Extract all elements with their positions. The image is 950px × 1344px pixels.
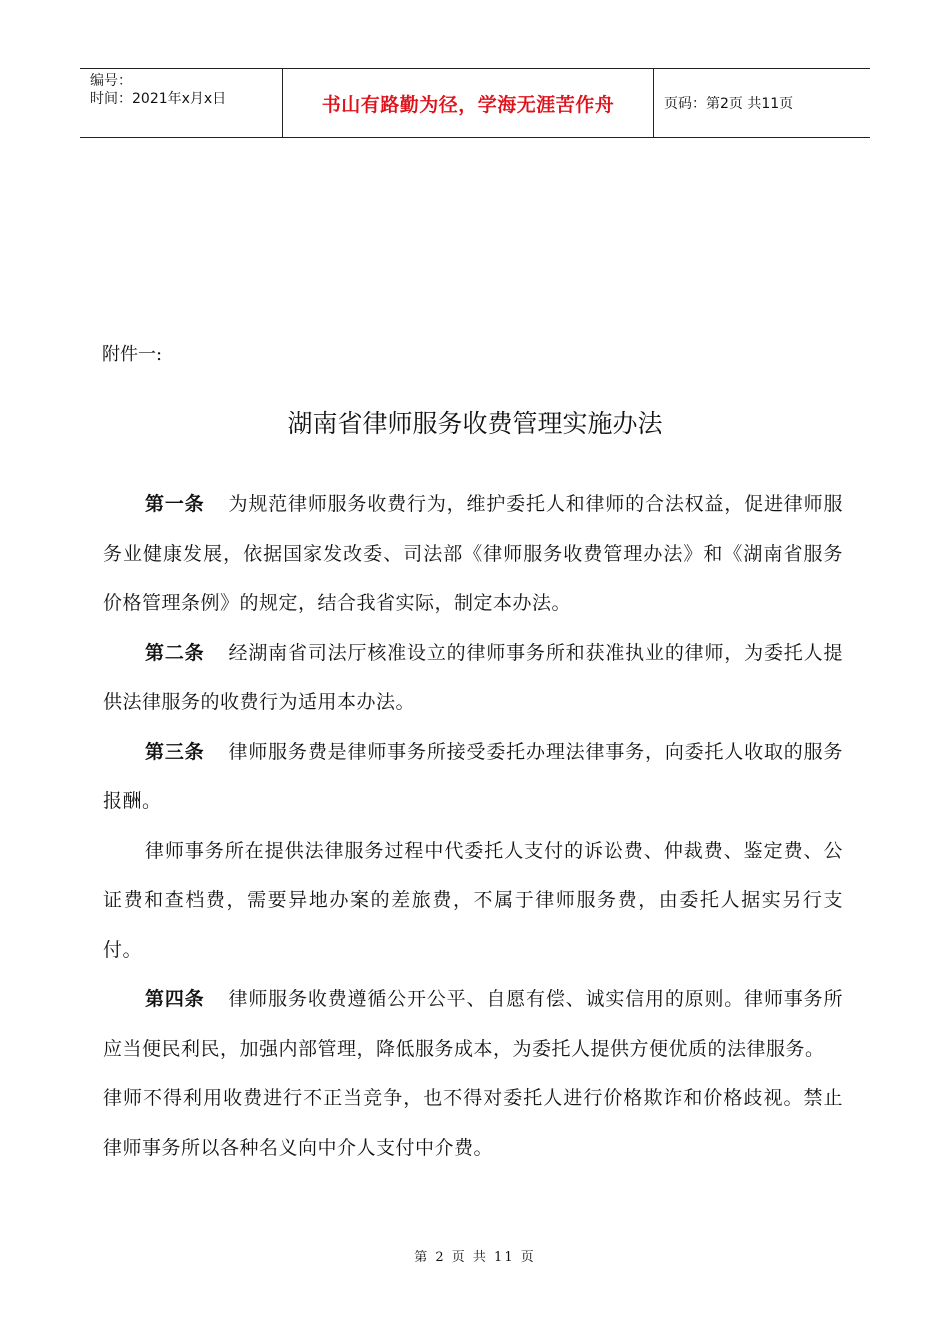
paragraph-text: 为规范律师服务收费行为，维护委托人和律师的合法权益，促进律师服务业健康发展，依据国家发改委、司法部《律师服务收费管理办法》和《湖南省服务价格管理条例》的规定，结合我省实际，制定本办法。: [103, 493, 843, 614]
paragraph-article-4: [103, 975, 843, 1074]
date-label: 时间：2021年x月x日: [90, 91, 227, 107]
paragraph-article-1: [103, 480, 843, 629]
paragraph-article-3-cont: [103, 827, 843, 976]
paragraph-article-3: [103, 728, 843, 827]
header-page-cell: [654, 69, 870, 137]
paragraph-text: 律师服务费是律师事务所接受委托办理法律事务，向委托人收取的服务报酬。: [103, 740, 843, 812]
paragraph-article-2: [103, 629, 843, 728]
attachment-label: 附件一:: [102, 344, 163, 365]
page-info: 页码：第2页 共11页: [664, 96, 794, 112]
document-title: 湖南省律师服务收费管理实施办法: [287, 409, 663, 438]
paragraph-text: 律师事务所在提供法律服务过程中代委托人支付的诉讼费、仲裁费、鉴定费、公证费和查档费，需要异地办案的差旅费，不属于律师服务费，由委托人据实另行支付。: [103, 839, 843, 961]
header-meta: [80, 69, 282, 137]
article-heading: 第一条: [145, 493, 205, 515]
article-heading: 第二条: [145, 641, 205, 664]
page-footer: 第 2 页 共 11 页: [414, 1250, 536, 1265]
document-body: [103, 480, 843, 1173]
motto-text: 书山有路勤为径，学海无涯苦作舟: [321, 93, 615, 116]
paragraph-article-4-cont: [103, 1074, 843, 1173]
paragraph-text: 律师服务收费遵循公开公平、自愿有偿、诚实信用的原则。律师事务所应当便民利民，加强内部管理，降低服务成本，为委托人提供方便优质的法律服务。: [103, 988, 843, 1060]
number-label: 编号：: [90, 73, 132, 89]
paragraph-text: 经湖南省司法厅核准设立的律师事务所和获准执业的律师，为委托人提供法律服务的收费行为适用本办法。: [103, 641, 843, 713]
paragraph-text: 律师不得利用收费进行不正当竞争，也不得对委托人进行价格欺诈和价格歧视。禁止律师事务所以各种名义向中介人支付中介费。: [103, 1087, 843, 1159]
article-heading: 第四条: [145, 988, 205, 1010]
header-motto-cell: [282, 69, 654, 137]
article-heading: 第三条: [145, 740, 205, 763]
document-header: [80, 68, 870, 138]
